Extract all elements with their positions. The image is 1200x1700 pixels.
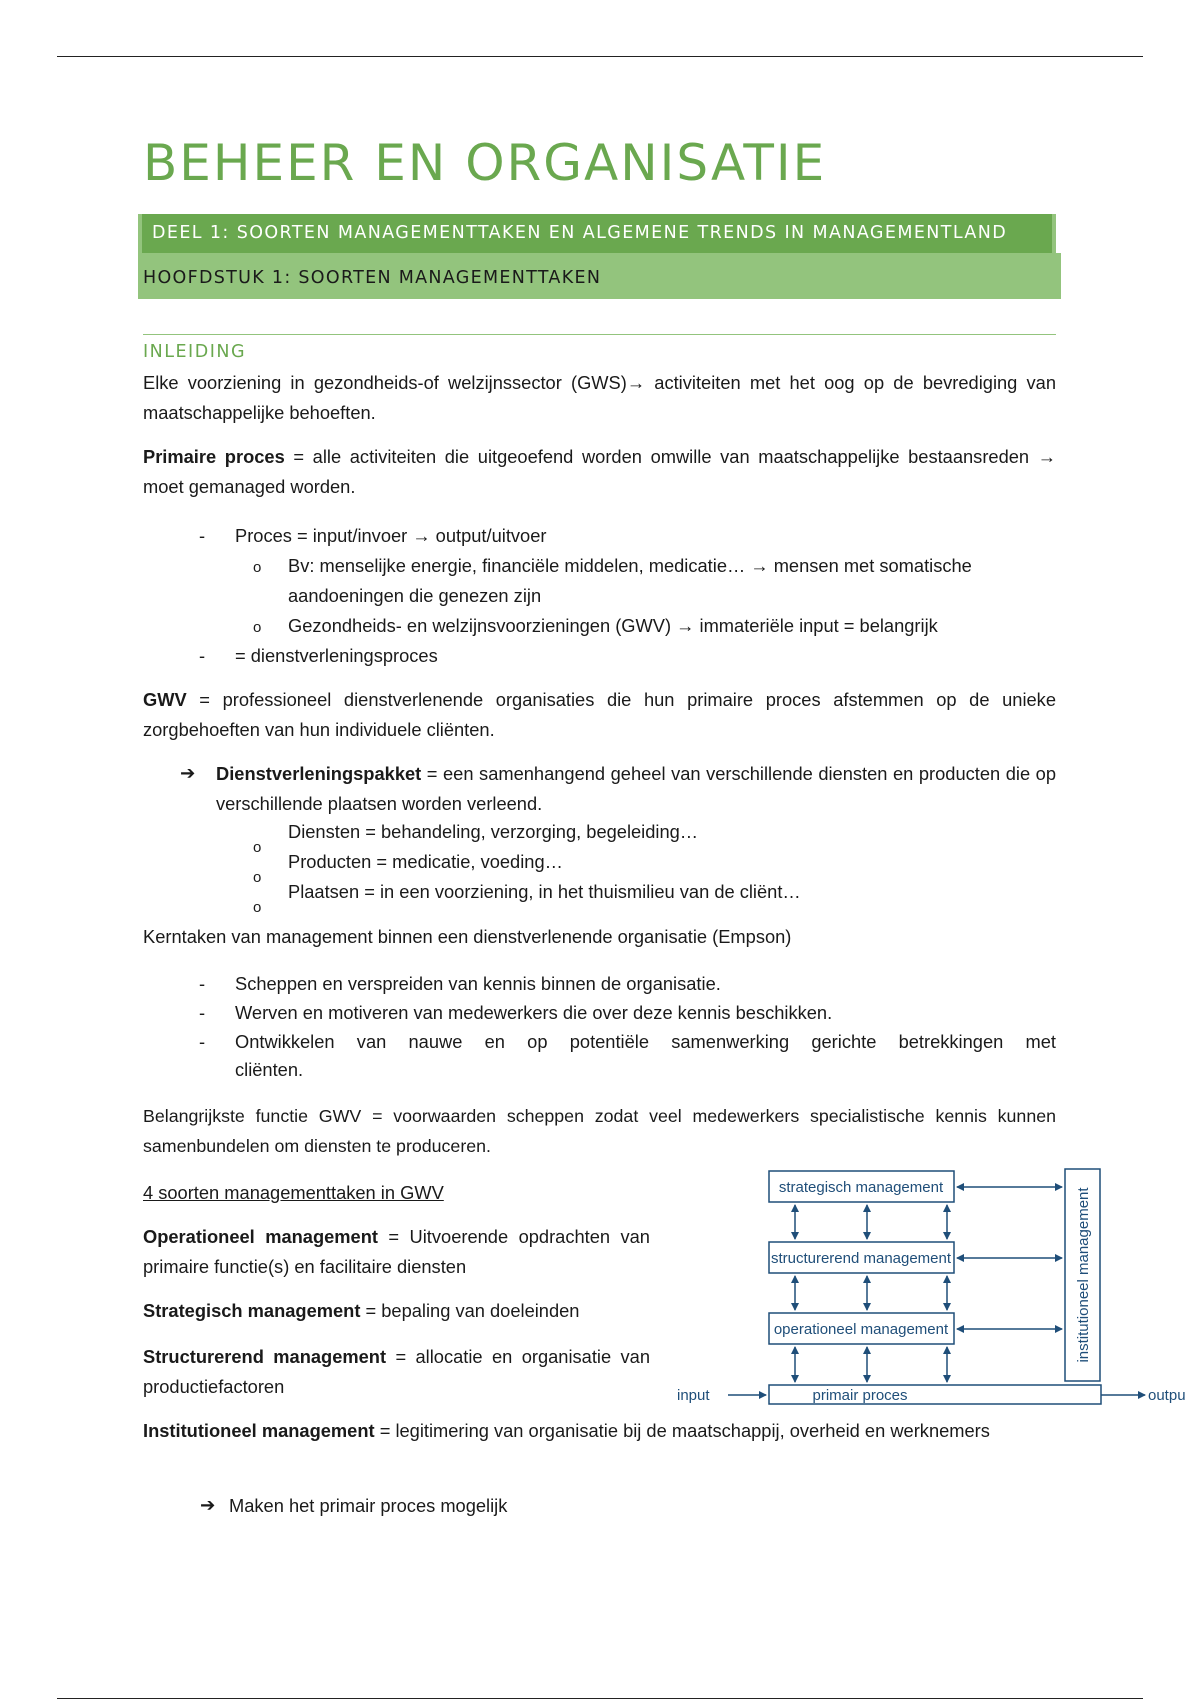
list-item: Proces = input/invoer → output/uitvoer xyxy=(235,525,547,546)
term-operational: Operationeel management xyxy=(143,1226,378,1247)
primary-process-label: primair proces xyxy=(812,1387,908,1404)
arrow-bullet-icon: ➔ xyxy=(200,1495,216,1516)
list-item: Scheppen en verspreiden van kennis binnen de organisatie. xyxy=(235,973,721,994)
list-item-continuation: cliënten. xyxy=(235,1059,304,1080)
term-strategic: Strategisch management xyxy=(143,1300,361,1321)
circle-bullet: o xyxy=(253,899,262,916)
arrow-bullet-icon: ➔ xyxy=(180,763,196,784)
strategic-definition xyxy=(143,1296,579,1326)
service-package-paragraph xyxy=(216,759,1056,819)
dash-bullet: - xyxy=(199,1002,206,1023)
document-title: BEHEER EN ORGANISATIE xyxy=(143,134,827,192)
circle-bullet: o xyxy=(253,619,262,636)
intro-paragraph: Elke voorziening in gezondheids-of welzijnssector (GWS)→ activiteiten met het oog op de bevrediging van maatschappelijke behoeften. xyxy=(143,372,1056,423)
chapter-heading: HOOFDSTUK 1: SOORTEN MANAGEMENTTAKEN xyxy=(143,268,602,288)
core-tasks-intro: Kerntaken van management binnen een dienstverlenende organisatie (Empson) xyxy=(143,926,792,947)
dash-bullet: - xyxy=(199,645,206,666)
circle-bullet: o xyxy=(253,839,262,856)
list-item: Ontwikkelen van nauwe en op potentiële samenwerking gerichte betrekkingen met xyxy=(235,1031,1056,1052)
output-label: outpu xyxy=(1148,1387,1186,1404)
list-subitem: Gezondheids- en welzijnsvoorzieningen (GWV) → immateriële input = belangrijk xyxy=(288,615,938,636)
primary-process-paragraph xyxy=(143,442,1056,502)
list-subitem: Producten = medicatie, voeding… xyxy=(288,851,563,872)
part-heading-band xyxy=(138,214,1056,253)
list-subitem: Plaatsen = in een voorziening, in het thuismilieu van de cliënt… xyxy=(288,881,801,902)
list-subitem-continuation: aandoeningen die genezen zijn xyxy=(288,585,542,606)
definition-text: = bepaling van doeleinden xyxy=(360,1300,580,1321)
term-service-package: Dienstverleningspakket xyxy=(216,763,422,784)
main-function-paragraph: Belangrijkste functie GWV = voorwaarden scheppen zodat veel medewerkers specialistische kennis kunnen samenbundelen om diensten te produceren. xyxy=(143,1106,1056,1156)
chapter-heading-band xyxy=(138,253,1061,299)
term-gwv: GWV xyxy=(143,689,187,710)
circle-bullet: o xyxy=(253,559,262,576)
circle-bullet: o xyxy=(253,869,262,886)
definition-text: = professioneel dienstverlenende organisaties die hun primaire proces afstemmen op de unieke zorgbehoeften van hun individuele cliënten. xyxy=(143,689,1056,740)
definition-text: = allocatie en organisatie van productiefactoren xyxy=(143,1346,650,1397)
footer-rule xyxy=(57,1698,1143,1699)
management-diagram xyxy=(670,1165,1200,1425)
subheading-management-types: 4 soorten managementtaken in GWV xyxy=(143,1182,444,1203)
list-item: = dienstverleningsproces xyxy=(235,645,438,666)
term-institutional: Institutioneel management xyxy=(143,1420,375,1441)
section-rule xyxy=(143,334,1056,335)
list-subitem: Diensten = behandeling, verzorging, begeleiding… xyxy=(288,821,699,842)
dash-bullet: - xyxy=(199,973,206,994)
input-label: input xyxy=(677,1387,710,1404)
structuring-definition xyxy=(143,1342,650,1402)
part-heading: DEEL 1: SOORTEN MANAGEMENTTAKEN EN ALGEMENE TRENDS IN MANAGEMENTLAND xyxy=(152,223,1008,243)
section-heading: INLEIDING xyxy=(143,342,247,362)
operational-definition xyxy=(143,1222,650,1282)
strategic-box-label: strategisch management xyxy=(778,1179,944,1196)
structuring-box-label: structurerend management xyxy=(770,1250,952,1267)
definition-text: = een samenhangend geheel van verschillende diensten en producten die op verschillende plaatsen worden verleend. xyxy=(216,763,1056,814)
term-primary-process: Primaire proces xyxy=(143,446,285,467)
definition-text: = alle activiteiten die uitgeoefend worden omwille van maatschappelijke bestaansreden → moet gemanaged worden. xyxy=(143,446,1056,497)
conclusion-text: Maken het primair proces mogelijk xyxy=(229,1495,508,1516)
term-structuring: Structurerend management xyxy=(143,1346,387,1367)
operational-box-label: operationeel management xyxy=(773,1321,949,1338)
definition-text: = Uitvoerende opdrachten van primaire functie(s) en facilitaire diensten xyxy=(143,1226,650,1277)
list-item: Werven en motiveren van medewerkers die over deze kennis beschikken. xyxy=(235,1002,833,1023)
dash-bullet: - xyxy=(199,525,206,546)
gwv-paragraph xyxy=(143,685,1056,745)
dash-bullet: - xyxy=(199,1031,206,1052)
header-rule xyxy=(57,56,1143,57)
definition-text: = legitimering van organisatie bij de maatschappij, overheid en werknemers xyxy=(374,1420,990,1441)
institutional-box-label: institutioneel management xyxy=(1075,1187,1092,1363)
list-subitem: Bv: menselijke energie, financiële middelen, medicatie… → mensen met somatische xyxy=(288,555,972,576)
